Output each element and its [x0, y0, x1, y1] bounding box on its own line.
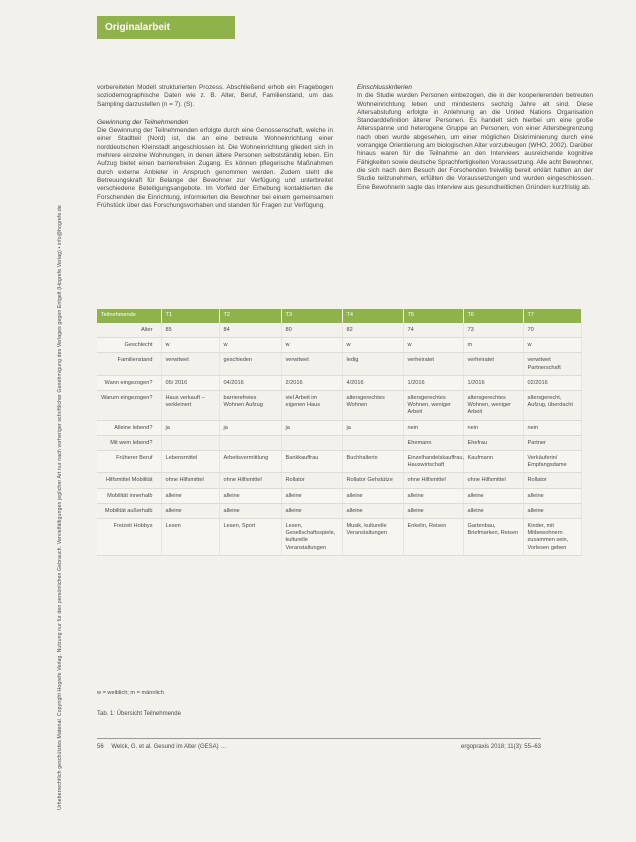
- table-header-cell: T1: [161, 309, 219, 323]
- table-cell: altersgerecht, Aufzug, überdacht: [523, 391, 581, 421]
- table-cell: 4/2016: [342, 375, 403, 390]
- table-header-cell: T5: [403, 309, 463, 323]
- table-cell: Lebensmittel: [161, 451, 219, 473]
- footer-divider: [97, 738, 541, 739]
- table-cell: alleine: [219, 503, 281, 518]
- table-cell: [161, 435, 219, 450]
- left-intro-paragraph: vorbereiteten Modell strukturierten Prozess. Abschließend erhob ein Fragebogen soziodemographische Daten wie z. B. Alter, Beruf, Familienstand, um das Sampling darzustellen (n = 7). (S).: [97, 84, 333, 108]
- table-cell: 04/2016: [219, 375, 281, 390]
- row-label: Alter: [97, 323, 161, 338]
- row-label: Hilfsmittel Mobilität: [97, 473, 161, 488]
- recruitment-heading: Gewinnung der Teilnehmenden: [97, 118, 189, 126]
- table-cell: nein: [463, 420, 523, 435]
- table-cell: w: [523, 338, 581, 353]
- table-cell: ja: [219, 420, 281, 435]
- table-cell: 02/2016: [523, 375, 581, 390]
- table-cell: w: [403, 338, 463, 353]
- table-row: [97, 375, 581, 390]
- table-cell: Lesen, Sport: [219, 519, 281, 556]
- table-cell: nein: [523, 420, 581, 435]
- table-row: [97, 435, 581, 450]
- table-cell: Gartenbau, Briefmarken, Reisen: [463, 519, 523, 556]
- row-label: Alleine lebend?: [97, 420, 161, 435]
- table-cell: Rollator: [281, 473, 342, 488]
- table-row: [97, 519, 581, 556]
- footer-journal: ergopraxis 2018; 11(3): 55–63: [461, 744, 541, 750]
- table-row: [97, 473, 581, 488]
- table-cell: w: [161, 338, 219, 353]
- table-cell: alleine: [403, 503, 463, 518]
- row-label: Mit wem lebend?: [97, 435, 161, 450]
- table-cell: alleine: [523, 488, 581, 503]
- section-badge: Originalarbeit: [97, 16, 235, 39]
- row-label: Mobilität innerhalb: [97, 488, 161, 503]
- table-cell: viel Arbeit im eigenen Haus: [281, 391, 342, 421]
- table-cell: verheiratet: [463, 353, 523, 375]
- table-cell: nein: [403, 420, 463, 435]
- table-cell: alleine: [342, 503, 403, 518]
- table-header-cell: T4: [342, 309, 403, 323]
- table-cell: 82: [342, 323, 403, 338]
- table-cell: Buchhalterin: [342, 451, 403, 473]
- table-cell: geschieden: [219, 353, 281, 375]
- table-cell: alleine: [281, 503, 342, 518]
- table-header-cell: T6: [463, 309, 523, 323]
- table-cell: Kaufmann: [463, 451, 523, 473]
- table-cell: Kinder, mit Mitbewohnern zusammen sein, Vorlesen geben: [523, 519, 581, 556]
- table-cell: verwitwet: [161, 353, 219, 375]
- right-column: [357, 84, 593, 192]
- table-cell: w: [219, 338, 281, 353]
- participants-table: [97, 309, 582, 556]
- table-row: [97, 451, 581, 473]
- table-cell: alleine: [463, 488, 523, 503]
- table-cell: Arbeitsvermittlung: [219, 451, 281, 473]
- footer-citation-block: [97, 744, 226, 750]
- table-cell: ohne Hilfsmittel: [463, 473, 523, 488]
- table-cell: alleine: [281, 488, 342, 503]
- table-cell: 84: [219, 323, 281, 338]
- table-cell: alleine: [342, 488, 403, 503]
- table-row: [97, 488, 581, 503]
- row-label: Familienstand: [97, 353, 161, 375]
- table-cell: [281, 435, 342, 450]
- table-header-cell: T2: [219, 309, 281, 323]
- table-footnote: w = weiblich; m = männlich: [97, 690, 164, 696]
- table-cell: altersgerechtes Wohnen, weniger Arbeit: [463, 391, 523, 421]
- table-cell: 80: [281, 323, 342, 338]
- table-cell: ohne Hilfsmittel: [403, 473, 463, 488]
- table-cell: Musik, kulturelle Veranstaltungen: [342, 519, 403, 556]
- page-number: 56: [97, 744, 104, 750]
- table-cell: Rollator Gehstütze: [342, 473, 403, 488]
- table-cell: ja: [161, 420, 219, 435]
- inclusion-paragraph: In die Studie wurden Personen einbezogen, die in der kooperierenden betreuten Wohneinrichtung leben und mindestens sechzig Jahre alt sind. Diese Altersabstufung erfolgte in Anlehnung an die United Nations Organisation Standarddefinition älterer Personen. Es handelt sich hierbei um eine große Altersspanne und heterogene Gruppe an Personen, von einer Altersbegrenzung nach oben wurde abgesehen, um einer möglichen Diskriminierung durch eine vorrangige Orientierung am biologischen Alter vorzubeugen (WHO, 2002). Darüber hinaus waren für die Teilnahme an den Interviews ausreichende kognitive Fähigkeiten sowie deutsche Sprachfertigkeiten Voraussetzung. Alle acht Bewohner, die sich nach dem Besuch der Forschenden freiwillig bereit erklärt hatten an der Studie teilzunehmen, erfüllten die Voraussetzungen und wurden eingeschlossen. Eine Bewohnerin sagte das Interview aus gesundheitlichen Gründen kurzfristig ab.: [357, 92, 593, 191]
- table-cell: w: [342, 338, 403, 353]
- table-cell: [342, 435, 403, 450]
- table-header-cell: T7: [523, 309, 581, 323]
- table-cell: 1/2016: [403, 375, 463, 390]
- table-cell: alleine: [403, 488, 463, 503]
- table-cell: w: [281, 338, 342, 353]
- table-cell: altersgerechtes Wohnen, weniger Arbeit: [403, 391, 463, 421]
- table-cell: ohne Hilfsmittel: [219, 473, 281, 488]
- table-cell: ohne Hilfsmittel: [161, 473, 219, 488]
- table-row: [97, 503, 581, 518]
- table-cell: Verkäuferin/ Empfangsdame: [523, 451, 581, 473]
- table-cell: Einzelhandelskauffrau, Hauswirtschaft: [403, 451, 463, 473]
- table-cell: ja: [342, 420, 403, 435]
- table-cell: m: [463, 338, 523, 353]
- table-cell: altersgerechtes Wohnen: [342, 391, 403, 421]
- table-row: [97, 391, 581, 421]
- table-cell: ja: [281, 420, 342, 435]
- table-cell: Lesen, Gesellschaftsspiele, kulturelle Veranstaltungen: [281, 519, 342, 556]
- copyright-side-note: Urheberrechtlich geschütztes Material. Copyright Hogrefe Verlag. Nutzung nur für den persönlichen Gebrauch. Vervielfältigungen jeglicher Art nur nach vorheriger schriftlicher Genehmigung des Verlages gegen Entgelt (Hogrefe Verlag) • info@hogrefe.de: [57, 205, 63, 810]
- table-cell: alleine: [523, 503, 581, 518]
- row-label: Früherer Beruf: [97, 451, 161, 473]
- table-row: [97, 338, 581, 353]
- row-label: Wann eingezogen?: [97, 375, 161, 390]
- table-cell: alleine: [463, 503, 523, 518]
- table-cell: 2/2016: [281, 375, 342, 390]
- left-column: [97, 84, 333, 210]
- table-cell: Partner: [523, 435, 581, 450]
- table-cell: 73: [463, 323, 523, 338]
- row-label: Warum eingezogen?: [97, 391, 161, 421]
- table-cell: verwitwet: [281, 353, 342, 375]
- table-cell: Rollator: [523, 473, 581, 488]
- table-cell: verheiratet: [403, 353, 463, 375]
- table-cell: alleine: [219, 488, 281, 503]
- inclusion-heading: Einschlusskriterien: [357, 84, 412, 91]
- table-cell: barrierefreies Wohnen Aufzug: [219, 391, 281, 421]
- recruitment-paragraph: Die Gewinnung der Teilnehmenden erfolgte durch eine Genossenschaft, welche in einer Stadtteil (Nord) ist, die an eine betreute Wohneinrichtung einer norddeutschen Kleinstadt angeschlossen ist. Die Wohneinrichtung gliedert sich in mehrere einzelne Wohnungen, in denen ältere Personen selbstständig leben. Ein Aufzug bietet einen barrierefreien Zugang. Es können pflegerische Maßnahmen durch externe Anbieter in Anspruch genommen werden. Zudem steht die Betreuungskraft für Belange der Bewohner zur Verfügung und unterbreitet verschiedene Beteiligungsangebote. Im Vorfeld der Erhebung kontaktierten die Forschenden die Einrichtung, informierten die Bewohner bei einem gemeinsamen Frühstück über das Forschungsvorhaben und standen für Fragen zur Verfügung.: [97, 127, 333, 209]
- table-cell: Ehemann: [403, 435, 463, 450]
- table-cell: 1/2016: [463, 375, 523, 390]
- table-cell: 05/ 2016: [161, 375, 219, 390]
- table-cell: verwitwet Partnerschaft: [523, 353, 581, 375]
- row-label: Mobilität außerhalb: [97, 503, 161, 518]
- table-header-row: [97, 309, 581, 323]
- footer-citation: Welck, G. et al. Gesund im Alter (GESA) …: [111, 744, 227, 750]
- table-row: [97, 323, 581, 338]
- table-cell: Lesen: [161, 519, 219, 556]
- table-cell: Bankkauffrau: [281, 451, 342, 473]
- table-cell: Enkelin, Reisen: [403, 519, 463, 556]
- table-cell: 74: [403, 323, 463, 338]
- table-cell: Haus verkauft – verkleinert: [161, 391, 219, 421]
- table-cell: ledig: [342, 353, 403, 375]
- table-cell: 85: [161, 323, 219, 338]
- table-cell: 70: [523, 323, 581, 338]
- row-label: Freizeit Hobbys: [97, 519, 161, 556]
- table-header-cell: T3: [281, 309, 342, 323]
- table-header-cell: Teilnehmende: [97, 309, 161, 323]
- table-cell: [219, 435, 281, 450]
- table-row: [97, 420, 581, 435]
- table-cell: alleine: [161, 488, 219, 503]
- table-row: [97, 353, 581, 375]
- table-cell: Ehefrau: [463, 435, 523, 450]
- row-label: Geschlecht: [97, 338, 161, 353]
- table-caption: Tab. 1: Übersicht Teilnehmende: [97, 711, 181, 717]
- table-cell: alleine: [161, 503, 219, 518]
